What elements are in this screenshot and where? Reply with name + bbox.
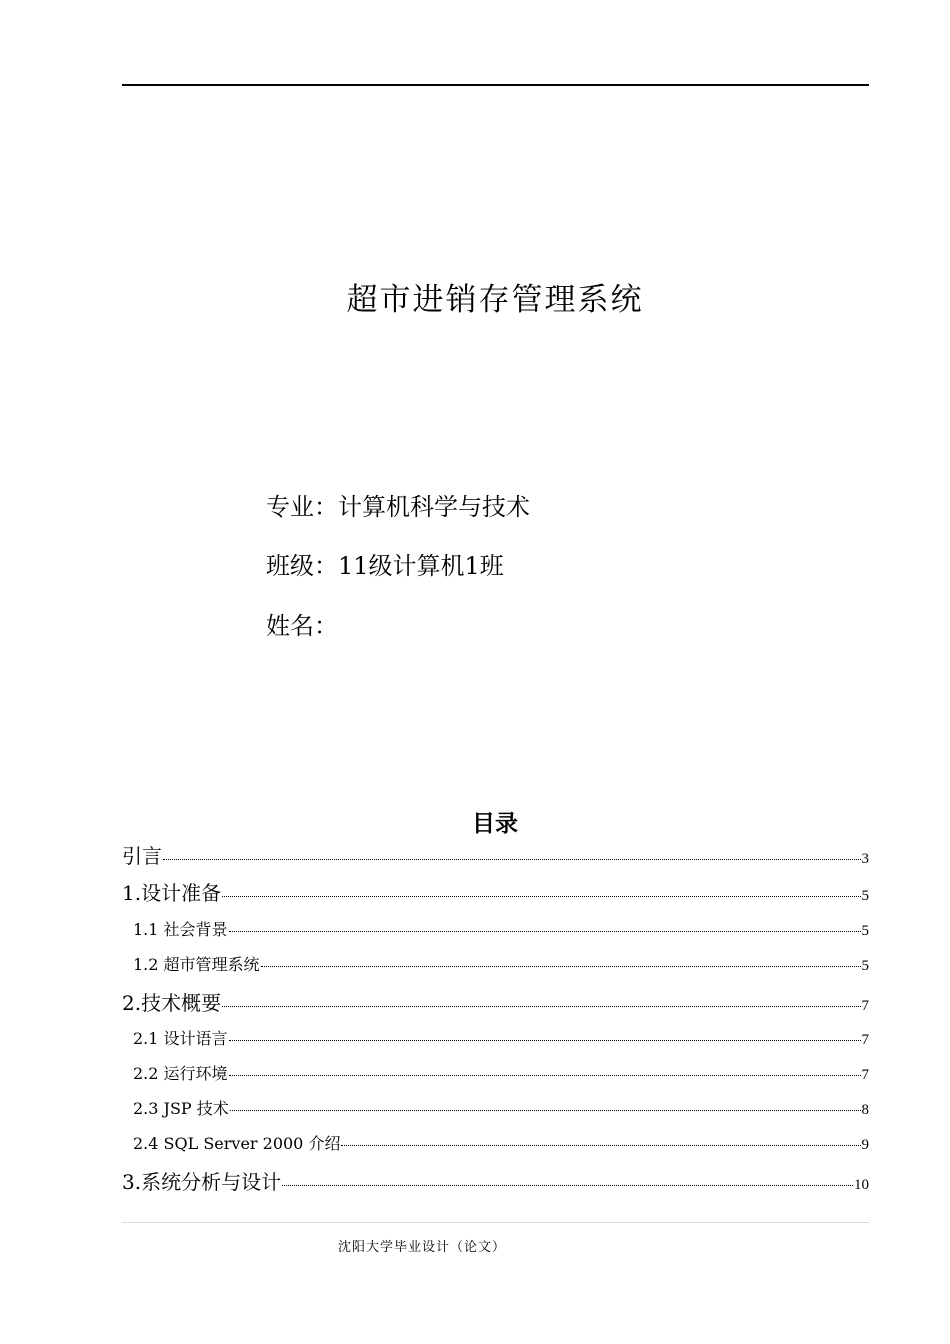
toc-leader-dots [229, 1075, 861, 1076]
toc-entry[interactable] [122, 952, 869, 975]
info-class-value: 11级计算机1班 [338, 552, 504, 580]
toc-entry-label: 引言 [122, 844, 162, 868]
toc-entry[interactable] [122, 987, 869, 1016]
toc-entry-label: 1.1 社会背景 [133, 920, 228, 939]
toc-entry-page: 8 [861, 1102, 869, 1118]
toc-entry-label: 1.2 超市管理系统 [133, 955, 260, 974]
document-title: 超市进销存管理系统 [346, 282, 644, 318]
toc-heading: 目录 [472, 811, 518, 837]
info-name [266, 611, 338, 641]
toc-leader-dots [230, 1110, 861, 1111]
toc-entry-page: 5 [861, 888, 869, 904]
toc-entry[interactable] [122, 877, 869, 906]
toc-entry-page: 5 [861, 958, 869, 974]
page-footer: 沈阳大学毕业设计（论文） [338, 1240, 507, 1255]
toc-entry-label: 2.3 JSP 技术 [133, 1099, 229, 1118]
info-class-label: 班级： [266, 552, 338, 580]
toc-entry-label: 2.技术概要 [122, 991, 222, 1015]
toc-leader-dots [163, 859, 861, 860]
toc-entry-label: 1.设计准备 [122, 881, 222, 905]
toc-leader-dots [341, 1145, 860, 1146]
toc-entry-label: 2.2 运行环境 [133, 1064, 228, 1083]
toc-entry-page: 7 [861, 1067, 869, 1083]
toc-leader-dots [261, 966, 861, 967]
toc-entry[interactable] [122, 1096, 869, 1119]
toc-entry[interactable] [122, 1061, 869, 1084]
info-major [266, 492, 530, 522]
toc-leader-dots [222, 1006, 860, 1007]
toc-entry[interactable] [122, 840, 869, 869]
toc-entry-page: 9 [861, 1137, 869, 1153]
info-class [266, 551, 504, 581]
toc-leader-dots [229, 1040, 861, 1041]
toc-entry-page: 7 [861, 998, 869, 1014]
toc-leader-dots [229, 931, 861, 932]
toc-leader-dots [282, 1185, 853, 1186]
toc-entry-label: 3.系统分析与设计 [122, 1170, 282, 1194]
info-major-label: 专业： [266, 493, 338, 521]
toc-entry[interactable] [122, 1166, 869, 1195]
toc-entry[interactable] [122, 1026, 869, 1049]
toc-entry[interactable] [122, 917, 869, 940]
toc-leader-dots [222, 896, 860, 897]
toc-entry-page: 5 [861, 923, 869, 939]
toc-entry[interactable] [122, 1131, 869, 1154]
toc-entry-page: 3 [861, 851, 869, 867]
toc-entry-page: 10 [854, 1177, 869, 1193]
footer-rule [122, 1222, 869, 1223]
info-name-label: 姓名： [266, 612, 338, 640]
info-major-value: 计算机科学与技术 [338, 493, 530, 521]
header-rule [122, 84, 869, 86]
toc-entry-label: 2.4 SQL Server 2000 介绍 [133, 1134, 341, 1153]
toc-entry-page: 7 [861, 1032, 869, 1048]
toc-entry-label: 2.1 设计语言 [133, 1029, 228, 1048]
